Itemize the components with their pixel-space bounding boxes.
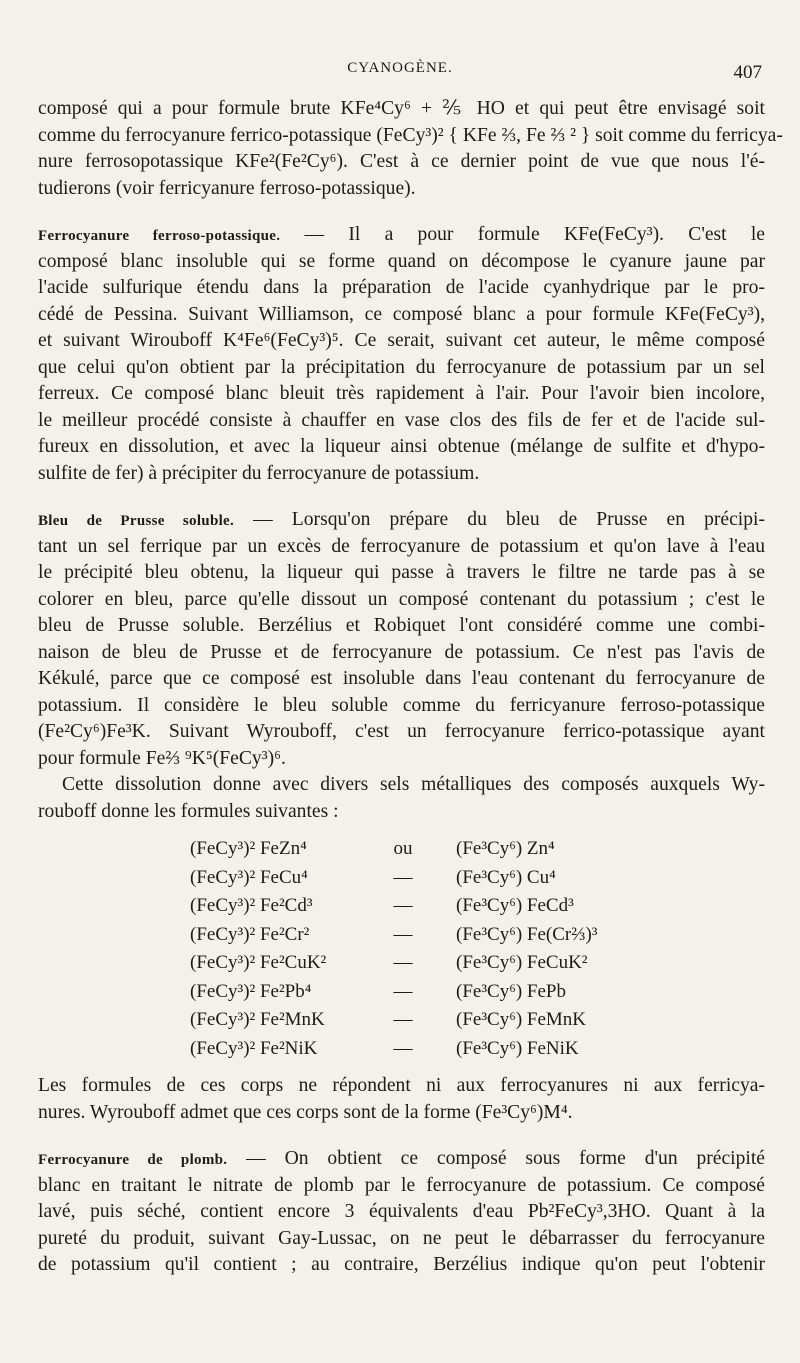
formula-cell: (Fe³Cy⁶) Cu⁴ xyxy=(456,866,556,888)
section-heading: Ferrocyanure de plomb. xyxy=(38,1152,228,1168)
section-line: Cette dissolution donne avec divers sels métalliques des composés auxquels Wy- xyxy=(62,774,765,795)
section-line: que celui qu'on obtient par la précipitation du ferrocyanure de potassium par un sel xyxy=(38,356,765,378)
intro-line: composé qui a pour formule brute KFe⁴Cy⁶ + ⅖ HO et qui peut être envisagé soit xyxy=(38,98,765,119)
formula-cell: (Fe³Cy⁶) Fe(Cr⅔)³ xyxy=(456,923,598,945)
section-line: potassium. Il considère le bleu soluble comme du ferricyanure ferroso-potassique xyxy=(38,694,765,716)
formula-cell: (FeCy³)² FeCu⁴ xyxy=(190,866,308,888)
section-line: rouboff donne les formules suivantes : xyxy=(38,800,339,822)
section-line: blanc en traitant le nitrate de plomb par le ferrocyanure de potassium. Ce composé xyxy=(38,1174,765,1196)
formula-cell: (FeCy³)² Fe²MnK xyxy=(190,1009,325,1030)
section-line: et suivant Wirouboff K⁴Fe⁶(FeCy³)⁵. Ce serait, suivant cet auteur, le même composé xyxy=(38,330,765,351)
formula-column-right xyxy=(456,835,598,1063)
section-line: ferreux. Ce composé blanc bleuit très rapidement à l'air. Pour l'avoir bien incolore, xyxy=(38,383,765,404)
formula-separator: — xyxy=(393,980,413,1002)
formula-cell: (Fe³Cy⁶) FeNiK xyxy=(456,1037,579,1059)
formula-cell: (FeCy³)² Fe²NiK xyxy=(190,1037,318,1059)
formula-cell: (Fe³Cy⁶) FeCuK² xyxy=(456,952,588,973)
section-line: de potassium qu'il contient ; au contraire, Berzélius indique qu'on peut l'obtenir xyxy=(38,1254,765,1275)
section-line xyxy=(38,507,765,534)
section-heading: Bleu de Prusse soluble. xyxy=(38,513,235,529)
body-text xyxy=(38,96,783,1279)
page-header xyxy=(0,60,800,90)
formula-separator: — xyxy=(393,952,413,973)
section-line: bleu de Prusse soluble. Berzélius et Robiquet l'ont considéré comme une combi- xyxy=(38,615,765,636)
section-line xyxy=(38,222,765,249)
page-number: 407 xyxy=(733,62,762,83)
formula-separator: — xyxy=(393,895,413,916)
section-line: fureux en dissolution, et avec la liqueur ainsi obtenue (mélange de sulfite et d'hypo- xyxy=(38,436,765,457)
formula-separator: ou xyxy=(393,838,413,859)
formula-cell: (FeCy³)² FeZn⁴ xyxy=(190,838,307,859)
formula-cell: (FeCy³)² Fe²Cd³ xyxy=(190,895,313,916)
formula-cell: (FeCy³)² Fe²Pb⁴ xyxy=(190,980,312,1002)
formula-cell: (FeCy³)² Fe²Cr² xyxy=(190,923,310,945)
section-line: tant un sel ferrique par un excès de ferrocyanure de potassium et qu'on lave à l'eau xyxy=(38,535,765,557)
section-line: composé blanc insoluble qui se forme quand on décompose le cyanure jaune par xyxy=(38,250,765,272)
formula-cell: (Fe³Cy⁶) FeMnK xyxy=(456,1009,587,1030)
intro-line: tudierons (voir ferricyanure ferroso-potassique). xyxy=(38,177,416,199)
formula-column-middle xyxy=(383,835,423,1063)
intro-line: comme du ferrocyanure ferrico-potassique (FeCy³)² { KFe ⅔, Fe ⅔ ² } soit comme du ferricya- xyxy=(38,124,783,146)
section-line: lavé, puis séché, contient encore 3 équivalents d'eau Pb²FeCy³,3HO. Quant à la xyxy=(38,1201,765,1222)
section-line: pour formule Fe⅔ ⁹K⁵(FeCy³)⁶. xyxy=(38,747,286,769)
formula-cell: (Fe³Cy⁶) FePb xyxy=(456,980,566,1002)
section-line: le précipité bleu obtenu, la liqueur qui passe à travers le filtre ne tarde pas à se xyxy=(38,562,765,583)
formula-cell: (Fe³Cy⁶) FeCd³ xyxy=(456,895,574,916)
formula-cell: (Fe³Cy⁶) Zn⁴ xyxy=(456,838,555,859)
section-line: nures. Wyrouboff admet que ces corps sont de la forme (Fe³Cy⁶)M⁴. xyxy=(38,1101,573,1123)
intro-line: nure ferrosopotassique KFe²(Fe²Cy⁶). C'est à ce dernier point de vue que nous l'é- xyxy=(38,151,765,172)
formula-separator: — xyxy=(393,923,413,945)
section-line: naison de bleu de Prusse et de ferrocyanure de potassium. Ce n'est pas l'avis de xyxy=(38,641,765,663)
section-line: cédé de Pessina. Suivant Williamson, ce composé blanc a pour formule KFe(FeCy³), xyxy=(38,303,765,325)
section-line xyxy=(38,1146,765,1173)
formula-cell: (FeCy³)² Fe²CuK² xyxy=(190,952,327,973)
section-line: le meilleur procédé consiste à chauffer en vase clos des fils de fer et de l'acide sul- xyxy=(38,409,765,431)
section-text: — Lorsqu'on prépare du bleu de Prusse en précipi- xyxy=(234,509,765,530)
formula-separator: — xyxy=(393,1037,413,1059)
section-heading: Ferrocyanure ferroso-potassique. xyxy=(38,228,281,244)
formula-separator: — xyxy=(393,866,413,888)
section-text: — Il a pour formule KFe(FeCy³). C'est le xyxy=(280,224,766,245)
section-text: — On obtient ce composé sous forme d'un précipité xyxy=(227,1148,765,1169)
section-line: sulfite de fer) à précipiter du ferrocyanure de potassium. xyxy=(38,462,480,484)
section-line: pureté du produit, suivant Gay-Lussac, on ne peut le débarrasser du ferrocyanure xyxy=(38,1227,765,1249)
formula-column-left xyxy=(190,835,326,1063)
formula-separator: — xyxy=(393,1009,413,1030)
running-title: CYANOGÈNE. xyxy=(347,60,453,76)
section-line: Kékulé, parce que ce composé est insoluble dans l'eau contenant du ferrocyanure de xyxy=(38,668,765,689)
section-line: Les formules de ces corps ne répondent ni aux ferrocyanures ni aux ferricya- xyxy=(38,1075,765,1096)
section-line: l'acide sulfurique étendu dans la préparation de l'acide cyanhydrique par le pro- xyxy=(38,277,765,298)
section-line: (Fe²Cy⁶)Fe³K. Suivant Wyrouboff, c'est un ferrocyanure ferrico-potassique ayant xyxy=(38,721,765,742)
section-line: colorer en bleu, parce qu'elle dissout un composé contenant du potassium ; c'est le xyxy=(38,588,765,610)
formula-table xyxy=(38,835,765,1067)
